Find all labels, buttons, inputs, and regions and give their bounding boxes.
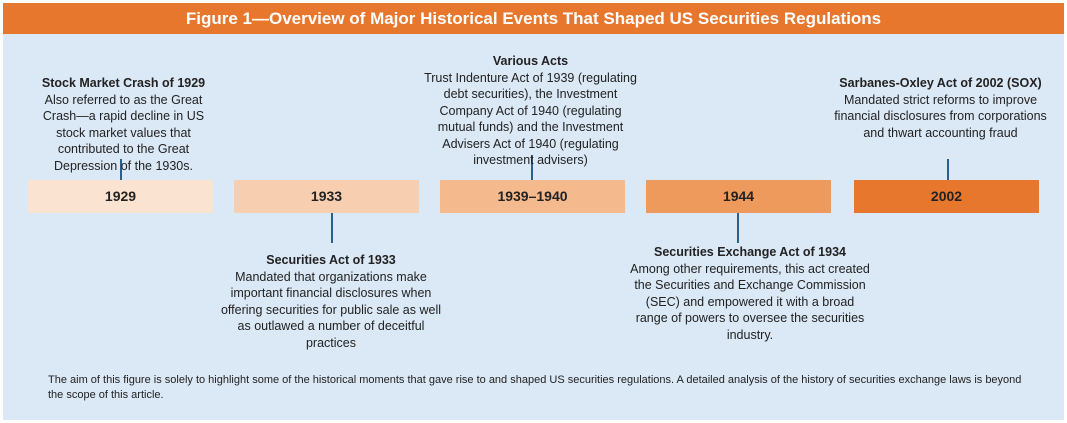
- event-description: Among other requirements, this act created the Securities and Exchange Commission (SEC) and empowered it with a broad range of powers to oversee the securities industry.: [630, 261, 870, 342]
- event-description: Mandated strict reforms to improve financial disclosures from corporations and thwart accounting fraud: [834, 92, 1047, 140]
- event-securities-exchange-act-1934: [630, 244, 870, 343]
- event-title: Stock Market Crash of 1929: [41, 76, 206, 90]
- event-various-acts: [423, 53, 638, 169]
- year-box-1933: 1933: [234, 180, 419, 213]
- event-title: Sarbanes-Oxley Act of 2002 (SOX): [839, 76, 1042, 90]
- year-box-1929: 1929: [28, 180, 213, 213]
- connector-1944: [737, 213, 739, 243]
- event-title: Securities Exchange Act of 1934: [654, 245, 846, 259]
- footnote: The aim of this figure is solely to highlight some of the historical moments that gave rise to and shaped US securities regulations. A detailed analysis of the history of securities exchange laws is beyond the scope of this article.: [48, 374, 1022, 401]
- event-stock-market-crash: [31, 75, 216, 174]
- figure-title: Figure 1—Overview of Major Historical Events That Shaped US Securities Regulations: [3, 3, 1064, 34]
- year-box-1939-1940: 1939–1940: [440, 180, 625, 213]
- event-description: Mandated that organizations make important financial disclosures when offering securities for public sale as well as outlawed a number of deceitful practices: [220, 269, 441, 350]
- connector-2002: [947, 159, 949, 180]
- year-box-2002: 2002: [854, 180, 1039, 213]
- event-description: Also referred to as the Great Crash—a rapid decline in US stock market values that contributed to the Great Depression of the 1930s.: [42, 92, 205, 173]
- event-sox: [833, 75, 1048, 141]
- event-description: Trust Indenture Act of 1939 (regulating debt securities), the Investment Company Act of 1940 (regulating mutual funds) and the Investment Advisers Act of 1940 (regulating investment advisers): [424, 70, 637, 167]
- year-box-1944: 1944: [646, 180, 831, 213]
- figure-frame: [3, 3, 1064, 420]
- event-securities-act-1933: [213, 252, 449, 351]
- event-title: Various Acts: [492, 54, 569, 68]
- event-title: Securities Act of 1933: [266, 253, 396, 267]
- connector-1933: [331, 213, 333, 243]
